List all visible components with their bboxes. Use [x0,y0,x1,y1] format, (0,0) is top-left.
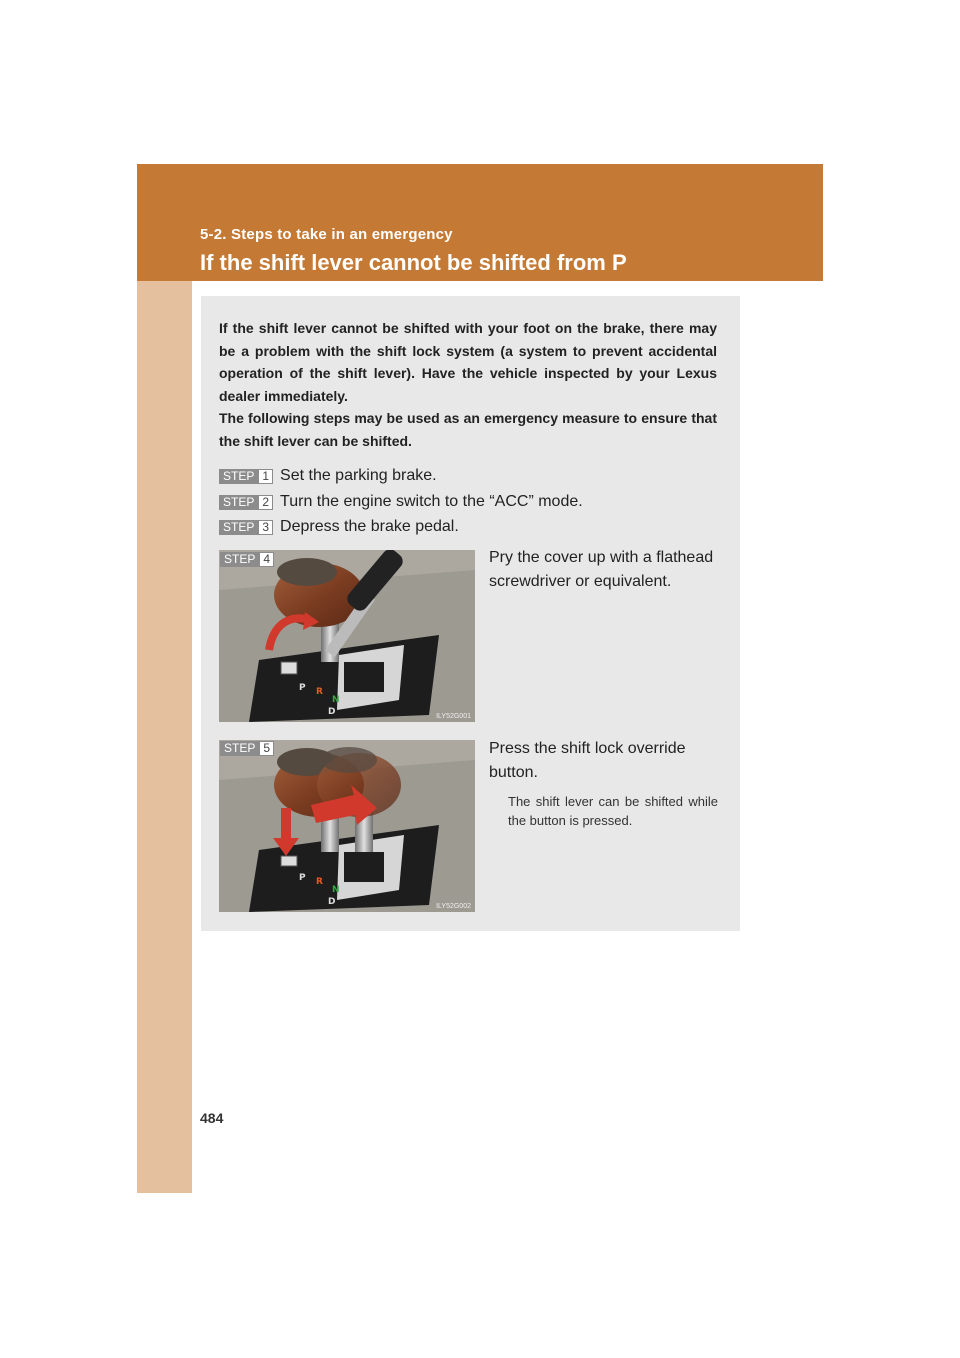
svg-text:R: R [316,877,323,887]
step-badge: STEP 2 [219,495,273,510]
shift-lever-figure-override [219,740,475,912]
step-badge: STEP 1 [219,469,273,484]
page-title: If the shift lever cannot be shifted from P [200,250,627,275]
section-label: 5-2. Steps to take in an emergency [200,226,453,243]
shift-console-illustration [219,740,475,912]
step-text: Set the parking brake. [280,467,437,484]
step-badge: STEP 3 [219,520,273,535]
step-text: Depress the brake pedal. [280,518,459,535]
page-number: 484 [200,1110,224,1126]
figure-code: ILY52G001 [436,713,471,720]
step-3 [219,518,459,536]
figure-code: ILY52G002 [436,903,471,910]
intro-paragraph: If the shift lever cannot be shifted with your foot on the brake, there may be a problem with the shift lock system (a system to prevent accidental operation of the shift lever). Have the vehicle inspected by your Lexus dealer immediately. [219,320,717,404]
svg-text:P: P [299,873,306,883]
svg-text:D: D [328,897,336,907]
step-4 [220,552,274,567]
side-strip [137,281,192,1193]
svg-text:N: N [332,885,340,895]
intro-text [219,317,717,452]
step-text: Turn the engine switch to the “ACC” mode. [280,493,583,510]
shift-console-illustration [219,550,475,722]
svg-text:P: P [299,683,306,693]
svg-text:D: D [328,707,336,717]
svg-text:N: N [332,695,340,705]
step-5 [220,741,274,756]
step-2 [219,493,583,511]
step-1 [219,467,437,485]
step-5-text: Press the shift lock override button. [489,740,686,781]
step-5-note: The shift lever can be shifted while the button is pressed. [508,794,718,828]
shift-lever-figure-pry [219,550,475,722]
intro-paragraph: The following steps may be used as an emergency measure to ensure that the shift lever can be shifted. [219,410,717,449]
step-badge: STEP 4 [220,552,274,567]
svg-text:R: R [316,687,323,697]
step-badge: STEP 5 [220,741,274,756]
step-4-text: Pry the cover up with a flathead screwdriver or equivalent. [489,549,714,590]
